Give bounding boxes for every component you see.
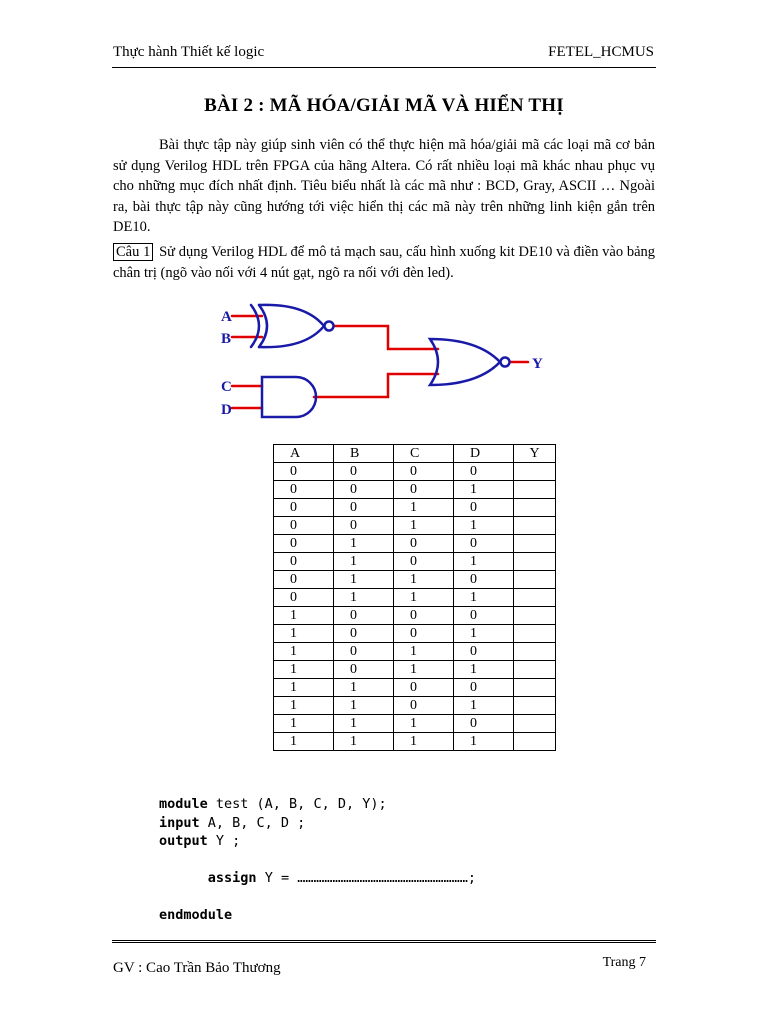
input-cell: 1	[394, 661, 454, 679]
input-cell: 1	[454, 661, 514, 679]
input-cell: 1	[454, 625, 514, 643]
nor-gate	[430, 339, 510, 385]
output-cell	[514, 589, 556, 607]
table-row	[274, 679, 556, 697]
input-cell: 1	[334, 589, 394, 607]
input-cell: 1	[454, 589, 514, 607]
input-cell: 1	[394, 733, 454, 751]
input-cell: 0	[454, 643, 514, 661]
input-cell: 1	[454, 481, 514, 499]
input-cell: 0	[394, 607, 454, 625]
header-right: FETEL_HCMUS	[548, 44, 654, 60]
input-cell: 0	[394, 535, 454, 553]
page-title: BÀI 2 : MÃ HÓA/GIẢI MÃ VÀ HIỂN THỊ	[204, 95, 564, 116]
input-cell: 1	[454, 517, 514, 535]
input-cell: 1	[274, 607, 334, 625]
input-cell: 1	[334, 679, 394, 697]
code-line-1: test (A, B, C, D, Y);	[207, 796, 387, 812]
output-cell	[514, 517, 556, 535]
table-row	[274, 553, 556, 571]
code-line-2: A, B, C, D ;	[199, 814, 306, 831]
input-cell: 1	[334, 553, 394, 571]
input-cell: 1	[274, 625, 334, 643]
input-cell: 0	[454, 607, 514, 625]
code-keyword-assign: assign	[207, 870, 257, 886]
input-cell: 0	[274, 517, 334, 535]
output-cell	[514, 535, 556, 553]
input-cell: 1	[454, 697, 514, 715]
input-cell: 1	[394, 589, 454, 607]
code-keyword-output: output	[159, 833, 208, 849]
output-cell	[514, 499, 556, 517]
input-cell: 0	[394, 553, 454, 571]
output-cell	[514, 715, 556, 733]
truth-table-header-row	[274, 445, 556, 463]
input-cell: 0	[394, 481, 454, 499]
table-row	[274, 715, 556, 733]
input-cell: 0	[274, 553, 334, 571]
input-cell: 1	[334, 733, 394, 751]
header-b: B	[334, 445, 394, 463]
input-cell: 0	[334, 481, 394, 499]
input-cell: 1	[454, 553, 514, 571]
input-cell: 0	[394, 679, 454, 697]
table-row	[274, 589, 556, 607]
input-cell: 1	[454, 733, 514, 751]
verilog-code-block	[159, 795, 476, 925]
output-cell	[514, 733, 556, 751]
input-cell: 0	[454, 715, 514, 733]
output-cell	[514, 625, 556, 643]
intro-paragraph: Bài thực tập này giúp sinh viên có thể thực hiện mã hóa/giải mã các loại mã cơ bản sử dụng Verilog HDL trên FPGA của hãng Altera. Có rất nhiều loại mã khác nhau phục vụ cho những mục đích nhất định. Tiêu biểu nhất là các mã như : BCD, Gray, ASCII … Ngoài ra, bài thực tập này cũng hướng tới việc hiển thị các mã này trên những linh kiện gắn trên DE10.	[113, 137, 655, 235]
input-cell: 0	[274, 481, 334, 499]
header-rule	[112, 67, 656, 68]
input-cell: 1	[394, 715, 454, 733]
input-cell: 0	[274, 535, 334, 553]
input-cell: 0	[394, 463, 454, 481]
header-c: C	[394, 445, 454, 463]
table-row	[274, 499, 556, 517]
footer-rule	[112, 940, 656, 943]
code-line-4: Y = ………………………………………………………;	[256, 870, 477, 886]
table-row	[274, 625, 556, 643]
input-cell: 0	[454, 571, 514, 589]
input-cell: 0	[454, 679, 514, 697]
input-b-label: B	[221, 331, 232, 347]
table-row	[274, 697, 556, 715]
input-cell: 1	[274, 679, 334, 697]
circuit-wires	[232, 316, 528, 408]
input-cell: 1	[334, 571, 394, 589]
header-a: A	[274, 445, 334, 463]
input-cell: 0	[454, 463, 514, 481]
logic-circuit-diagram	[210, 293, 560, 428]
output-cell	[514, 571, 556, 589]
footer-page-number: Trang 7	[602, 955, 646, 970]
table-row	[274, 643, 556, 661]
and-gate	[262, 377, 316, 417]
input-cell: 0	[334, 499, 394, 517]
input-cell: 0	[334, 643, 394, 661]
output-cell	[514, 481, 556, 499]
table-row	[274, 661, 556, 679]
output-cell	[514, 643, 556, 661]
code-keyword-module: module	[159, 796, 208, 812]
output-cell	[514, 463, 556, 481]
header-d: D	[454, 445, 514, 463]
input-cell: 1	[334, 535, 394, 553]
input-cell: 0	[394, 697, 454, 715]
input-cell: 0	[274, 463, 334, 481]
table-row	[274, 607, 556, 625]
input-cell: 1	[274, 733, 334, 751]
table-row	[274, 733, 556, 751]
table-row	[274, 463, 556, 481]
input-d-label: D	[221, 402, 232, 418]
table-row	[274, 535, 556, 553]
input-cell: 1	[334, 715, 394, 733]
header-left: Thực hành Thiết kế logic	[113, 44, 265, 60]
input-cell: 0	[334, 625, 394, 643]
input-cell: 1	[274, 715, 334, 733]
input-cell: 0	[454, 499, 514, 517]
code-keyword-endmodule: endmodule	[159, 907, 233, 923]
footer-author: GV : Cao Trần Bảo Thương	[113, 960, 281, 976]
input-cell: 1	[394, 571, 454, 589]
output-cell	[514, 697, 556, 715]
output-cell	[514, 679, 556, 697]
table-row	[274, 481, 556, 499]
input-cell: 0	[454, 535, 514, 553]
input-cell: 1	[274, 661, 334, 679]
table-row	[274, 571, 556, 589]
input-cell: 0	[334, 661, 394, 679]
input-cell: 0	[394, 625, 454, 643]
input-cell: 1	[394, 643, 454, 661]
output-y-label: Y	[532, 356, 543, 372]
table-row	[274, 517, 556, 535]
question-text: Sử dụng Verilog HDL để mô tả mạch sau, cấu hình xuống kit DE10 và điền vào bảng chân trị (ngõ vào nối với 4 nút gạt, ngõ ra nối với đèn led).	[113, 244, 656, 281]
question-label: Câu 1	[113, 243, 153, 261]
input-cell: 1	[394, 517, 454, 535]
code-line-3: Y ;	[207, 833, 241, 849]
input-cell: 0	[334, 607, 394, 625]
truth-table	[273, 444, 556, 751]
input-cell: 0	[274, 499, 334, 517]
output-cell	[514, 661, 556, 679]
question-paragraph	[113, 242, 655, 283]
xnor-gate	[251, 305, 334, 347]
input-cell: 0	[334, 463, 394, 481]
output-cell	[514, 553, 556, 571]
header-y: Y	[514, 445, 556, 463]
input-c-label: C	[221, 379, 232, 395]
input-a-label: A	[221, 309, 232, 325]
code-keyword-input: input	[159, 814, 200, 831]
input-cell: 1	[334, 697, 394, 715]
output-cell	[514, 607, 556, 625]
input-cell: 1	[394, 499, 454, 517]
input-cell: 1	[274, 643, 334, 661]
input-cell: 0	[334, 517, 394, 535]
input-cell: 1	[274, 697, 334, 715]
input-cell: 0	[274, 571, 334, 589]
input-cell: 0	[274, 589, 334, 607]
